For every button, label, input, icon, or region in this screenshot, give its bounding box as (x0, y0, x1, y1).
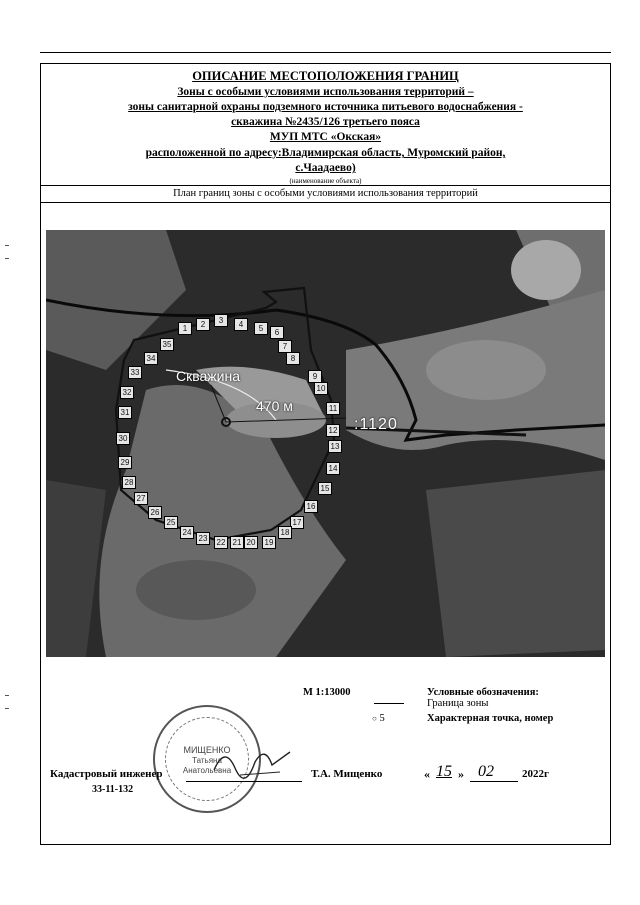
distance-label: 470 м (256, 398, 293, 414)
boundary-point-19: 19 (262, 536, 276, 549)
legend-point-symbol: ○ 5 (372, 713, 385, 724)
engineer-cert: 33-11-132 (92, 784, 134, 795)
date-close-quote: » (458, 767, 464, 781)
boundary-point-18: 18 (278, 526, 292, 539)
boundary-point-20: 20 (244, 536, 258, 549)
boundary-point-8: 8 (286, 352, 300, 365)
margin-mark-1 (5, 245, 9, 246)
engineer-role: Кадастровый инженер (50, 768, 163, 780)
boundary-point-26: 26 (148, 506, 162, 519)
margin-mark-4 (5, 708, 9, 709)
top-rule (40, 52, 611, 53)
legend-point-label: Характерная точка, номер (427, 713, 554, 724)
margin-mark-3 (5, 695, 9, 696)
well-label: Скважина (176, 368, 241, 384)
separator-top (40, 185, 611, 186)
month-line (470, 781, 518, 782)
legend-title: Условные обозначения: (427, 687, 539, 698)
signature-scribble (210, 740, 300, 785)
legend-point-number: 5 (379, 713, 385, 724)
date-open-quote: « (424, 767, 430, 781)
boundary-point-24: 24 (180, 526, 194, 539)
boundary-point-27: 27 (134, 492, 148, 505)
boundary-point-2: 2 (196, 318, 210, 331)
header-line-5: расположенной по адресу:Владимирская область, Муромский район, (145, 147, 506, 159)
boundary-point-21: 21 (230, 536, 244, 549)
separator-bottom (40, 202, 611, 203)
boundary-point-7: 7 (278, 340, 292, 353)
boundary-point-23: 23 (196, 532, 210, 545)
boundary-point-3: 3 (214, 314, 228, 327)
boundary-point-29: 29 (118, 456, 132, 469)
boundary-point-16: 16 (304, 500, 318, 513)
plan-title: План границ зоны с особыми условиями использования территорий (173, 188, 478, 199)
boundary-point-12: 12 (326, 424, 340, 437)
header-line-1: Зоны с особыми условиями использования территорий – (177, 86, 474, 98)
sheet-label: :1120 (354, 416, 398, 433)
legend-boundary-line (374, 703, 404, 704)
stamp-surname: МИЩЕНКО (183, 745, 231, 755)
boundary-point-32: 32 (120, 386, 134, 399)
signature-line (186, 781, 302, 782)
boundary-point-11: 11 (326, 402, 340, 415)
boundary-point-35: 35 (160, 338, 174, 351)
map-scale: М 1:13000 (303, 687, 351, 698)
boundary-point-9: 9 (308, 370, 322, 383)
satellite-map (46, 230, 605, 657)
boundary-point-17: 17 (290, 516, 304, 529)
boundary-point-5: 5 (254, 322, 268, 335)
margin-mark-2 (5, 258, 9, 259)
boundary-point-10: 10 (314, 382, 328, 395)
boundary-point-25: 25 (164, 516, 178, 529)
doc-title: ОПИСАНИЕ МЕСТОПОЛОЖЕНИЯ ГРАНИЦ (192, 69, 459, 83)
boundary-point-28: 28 (122, 476, 136, 489)
header-line-4: МУП МТС «Окская» (269, 131, 382, 143)
boundary-point-22: 22 (214, 536, 228, 549)
object-caption: (наименование объекта) (289, 177, 362, 185)
boundary-point-15: 15 (318, 482, 332, 495)
boundary-point-34: 34 (144, 352, 158, 365)
header-line-2: зоны санитарной охраны подземного источника питьевого водоснабжения - (128, 101, 523, 113)
boundary-point-1: 1 (178, 322, 192, 335)
date-day: 15 (436, 763, 452, 780)
boundary-point-30: 30 (116, 432, 130, 445)
boundary-point-4: 4 (234, 318, 248, 331)
date-month: 02 (478, 763, 494, 780)
boundary-point-14: 14 (326, 462, 340, 475)
stamp-patronymic: Анатольевна (182, 766, 232, 775)
boundary-point-33: 33 (128, 366, 142, 379)
boundary-point-31: 31 (118, 406, 132, 419)
engineer-name: Т.А. Мищенко (311, 768, 383, 780)
header-line-3: скважина №2435/126 третьего пояса (231, 116, 420, 128)
legend-boundary-label: Граница зоны (427, 698, 489, 709)
boundary-point-6: 6 (270, 326, 284, 339)
header-line-6: с.Чаадаево) (295, 162, 356, 174)
stamp-first-name: Татьяна (192, 756, 222, 765)
boundary-point-13: 13 (328, 440, 342, 453)
date-year: 2022г (522, 768, 549, 780)
